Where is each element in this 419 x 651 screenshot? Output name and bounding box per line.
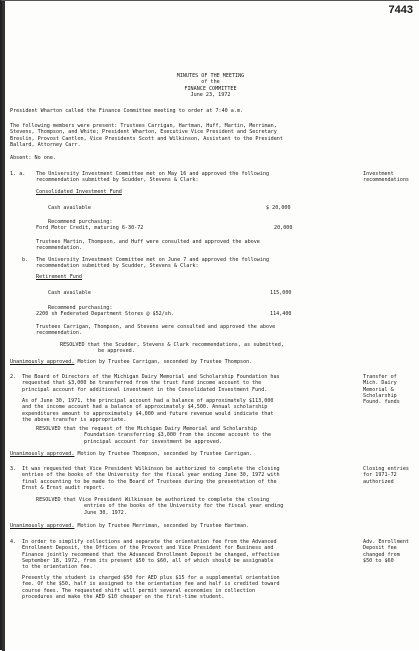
- present-line: The following members were present: Trustees Carrigan, Hartman, Huff, Martin, Merriman,: [10, 123, 277, 129]
- margin-note-line: Closing entries: [363, 466, 410, 472]
- item3-line: Ernst & Ernst audit report.: [22, 484, 105, 491]
- resolved-line: Foundation transferring $3,000 from the income account to the: [84, 432, 272, 439]
- item4-line: In order to simplify collections and separate the orientation fee from the Advanced: [22, 539, 277, 545]
- item2-line: expenditures amount to approximately $4,000 and future revenue would indicate that: [22, 410, 274, 417]
- cash-value: $ 20,000: [266, 205, 291, 211]
- item4-line: course fees. The requested shift will permit several economies in collection: [22, 587, 256, 594]
- header-line: FINANCE COMMITTEE: [184, 85, 237, 92]
- item-number: b.: [22, 257, 29, 263]
- item3-text: [22, 466, 280, 491]
- motion-text: Motion by Trustee Merriman, seconded by Trustee Hartman.: [74, 523, 250, 529]
- item3-line: final accounting to be made to the Board of Trustees during the presentation of the: [22, 478, 277, 485]
- minutes-header: [2, 73, 419, 98]
- margin-note-line: recommendations: [363, 177, 410, 184]
- trustees-line: recommendation.: [36, 245, 83, 252]
- item4-line: procedures and make the AED $10 cheaper on the first-time student.: [22, 593, 225, 600]
- margin-note-line: $50 to $60: [363, 557, 394, 564]
- margin-note-line: Scholarship: [363, 392, 397, 399]
- item4-charge-text: [22, 575, 280, 600]
- header-line: MINUTES OF THE MEETING: [176, 73, 245, 79]
- item2-line: the above transfer is appropriate.: [22, 416, 127, 423]
- resolved-paragraph: [36, 426, 271, 445]
- item2-line: and the income account had a balance of approximately $4,500. Annual scholarship: [22, 404, 268, 411]
- intro-text: President Wharton called the Finance Committee meeting to order at 7:40 a.m.: [10, 108, 244, 114]
- present-line: Stevens, Thompson, and White; President Wharton, Executive Vice President and Secretary: [10, 129, 277, 136]
- header-line: of the: [201, 79, 220, 86]
- unanimously-approved: Unanimously approved.: [10, 359, 75, 365]
- motion-text: Motion by Trustee Thompson, seconded by Trustee Carrigan.: [74, 451, 253, 457]
- item2-text: [22, 374, 280, 393]
- recommend-label: Recommend purchasing:: [48, 305, 113, 311]
- item-number: 4.: [10, 539, 17, 545]
- item1b-line: The University Investment Committee met on June 7 and approved the following: [36, 257, 270, 263]
- margin-note-transfer: [363, 374, 400, 405]
- resolved-line: entries of the books of the University for the fiscal year ending: [84, 503, 284, 510]
- item2-line: The Board of Directors of the Michigan Dairy Memorial and Scholarship Foundation has: [22, 374, 280, 380]
- item4-line: Finance jointly recommend that the Advanced Enrollment Deposit be changed, effective: [22, 551, 280, 558]
- resolved-line: RESOLVED that Vice President Wilkinson be authorized to complete the closing: [36, 497, 270, 503]
- motion-line: [10, 451, 252, 457]
- motion-line: [10, 359, 252, 365]
- item4-line: fee. Of the $50, half is assigned to the orientation fee and half is credited toward: [22, 581, 280, 588]
- present-line: Breslin, Provost Cantlon, Vice Presidents Scott and Wilkinson, Assistant to the President: [10, 135, 283, 142]
- item4-line: Enrollment Deposit, the Offices of the Provost and Vice President for Business and: [22, 545, 274, 552]
- item-number: 3.: [10, 466, 17, 472]
- margin-note-line: for 1971-72: [363, 472, 397, 479]
- cash-label: Cash available: [48, 205, 91, 211]
- purchase-label: 2200 sh Federated Department Stores @ $52/sh.: [36, 311, 175, 317]
- purchase-label: Ford Motor Credit, maturing 6-30-72: [36, 225, 144, 231]
- unanimously-approved: Unanimously approved.: [10, 523, 75, 529]
- margin-note-closing: [363, 466, 409, 485]
- trustees-consulted: [36, 324, 275, 337]
- present-paragraph: [10, 123, 283, 148]
- item3-line: It was requested that Vice President Wilkinson be authorized to complete the closing: [22, 466, 280, 472]
- margin-note-line: changed from: [363, 551, 400, 558]
- item1a-text: [36, 171, 269, 184]
- margin-note-line: Deposit fee: [363, 545, 397, 552]
- margin-note-line: Transfer of: [363, 374, 397, 380]
- item4-line: September 18, 1972, from its present $50 to $60, all of which should be assignable: [22, 557, 274, 564]
- page-number: 7443: [388, 4, 413, 16]
- item1a-line: recommendation submitted by Scudder, Stevens & Clark:: [36, 177, 199, 184]
- item2-line: requested that $3,000 be transferred from the trust fund income account to the: [22, 380, 262, 387]
- item1b-text: [36, 257, 269, 270]
- trustees-line: Trustees Martin, Thompson, and Huff were consulted and approved the above: [36, 239, 260, 245]
- unanimously-approved: Unanimously approved.: [10, 451, 75, 457]
- resolved-line: RESOLVED that the Scudder, Stevens & Clark recommendations, as submitted,: [60, 342, 284, 348]
- resolved-paragraph: [60, 342, 284, 355]
- margin-note-line: Mich. Dairy: [363, 380, 397, 387]
- cash-label: Cash available: [48, 290, 91, 296]
- item4-text: [22, 539, 280, 570]
- item-number: 1. a.: [10, 171, 26, 177]
- resolved-line: June 30, 1972.: [84, 509, 127, 516]
- item1a-line: The University Investment Committee met on May 16 and approved the following: [36, 171, 270, 177]
- recommend-label: Recommend purchasing:: [48, 219, 113, 225]
- margin-note-enrollment: [363, 539, 409, 564]
- item2-line: principal account for additional investment in the Consolidated Investment Fund.: [22, 386, 268, 393]
- item4-line: to the orientation fee.: [22, 564, 93, 571]
- item4-line: Presently the student is charged $50 for AED plus $15 for a supplemental orientation: [22, 575, 280, 581]
- item-number: 2.: [10, 374, 17, 380]
- fund-label: Retirement Fund: [36, 274, 83, 280]
- margin-note-investment: [363, 171, 409, 184]
- header-line: June 23, 1972: [190, 91, 231, 98]
- item2-balance-text: [22, 398, 273, 423]
- trustees-line: recommendation.: [36, 330, 83, 337]
- item2-line: As of June 30, 1971, the principal account had a balance of approximately $113,000: [22, 398, 274, 404]
- trustees-line: Trustees Carrigan, Thompson, and Stevens were consulted and approved the above: [36, 324, 276, 330]
- margin-note-line: Found. funds: [363, 399, 400, 406]
- resolved-line: RESOLVED that the request of the Michigan Dairy Memorial and Scholarship: [36, 426, 257, 432]
- margin-note-line: authorized: [363, 478, 394, 485]
- motion-text: Motion by Trustee Carrigan, seconded by Trustee Thompson.: [74, 359, 253, 365]
- present-line: Ballard, Attorney Carr.: [10, 141, 81, 148]
- resolved-line: be approved.: [98, 348, 135, 355]
- fund-label: Consolidated Investment Fund: [36, 189, 122, 195]
- margin-note-line: Investment: [363, 171, 394, 177]
- margin-note-line: Memorial &: [363, 386, 394, 393]
- purchase-value: 114,400: [270, 311, 292, 317]
- item1b-line: recommendation submitted by Scudder, Stevens & Clark:: [36, 263, 199, 270]
- trustees-consulted: [36, 239, 260, 252]
- cash-value: 115,000: [270, 290, 292, 296]
- left-margin-edge: [2, 1, 5, 651]
- purchase-value: 20,000: [274, 225, 293, 231]
- motion-line: [10, 523, 249, 529]
- absent-text: Absent: No one.: [10, 155, 57, 161]
- item3-line: entries of the books of the University for the fiscal year ending June 30, 1972 with: [22, 472, 280, 479]
- resolved-paragraph: [36, 497, 283, 516]
- margin-note-line: Adv. Enrollment: [363, 539, 410, 545]
- resolved-line: principal account for investment be approved.: [84, 438, 223, 445]
